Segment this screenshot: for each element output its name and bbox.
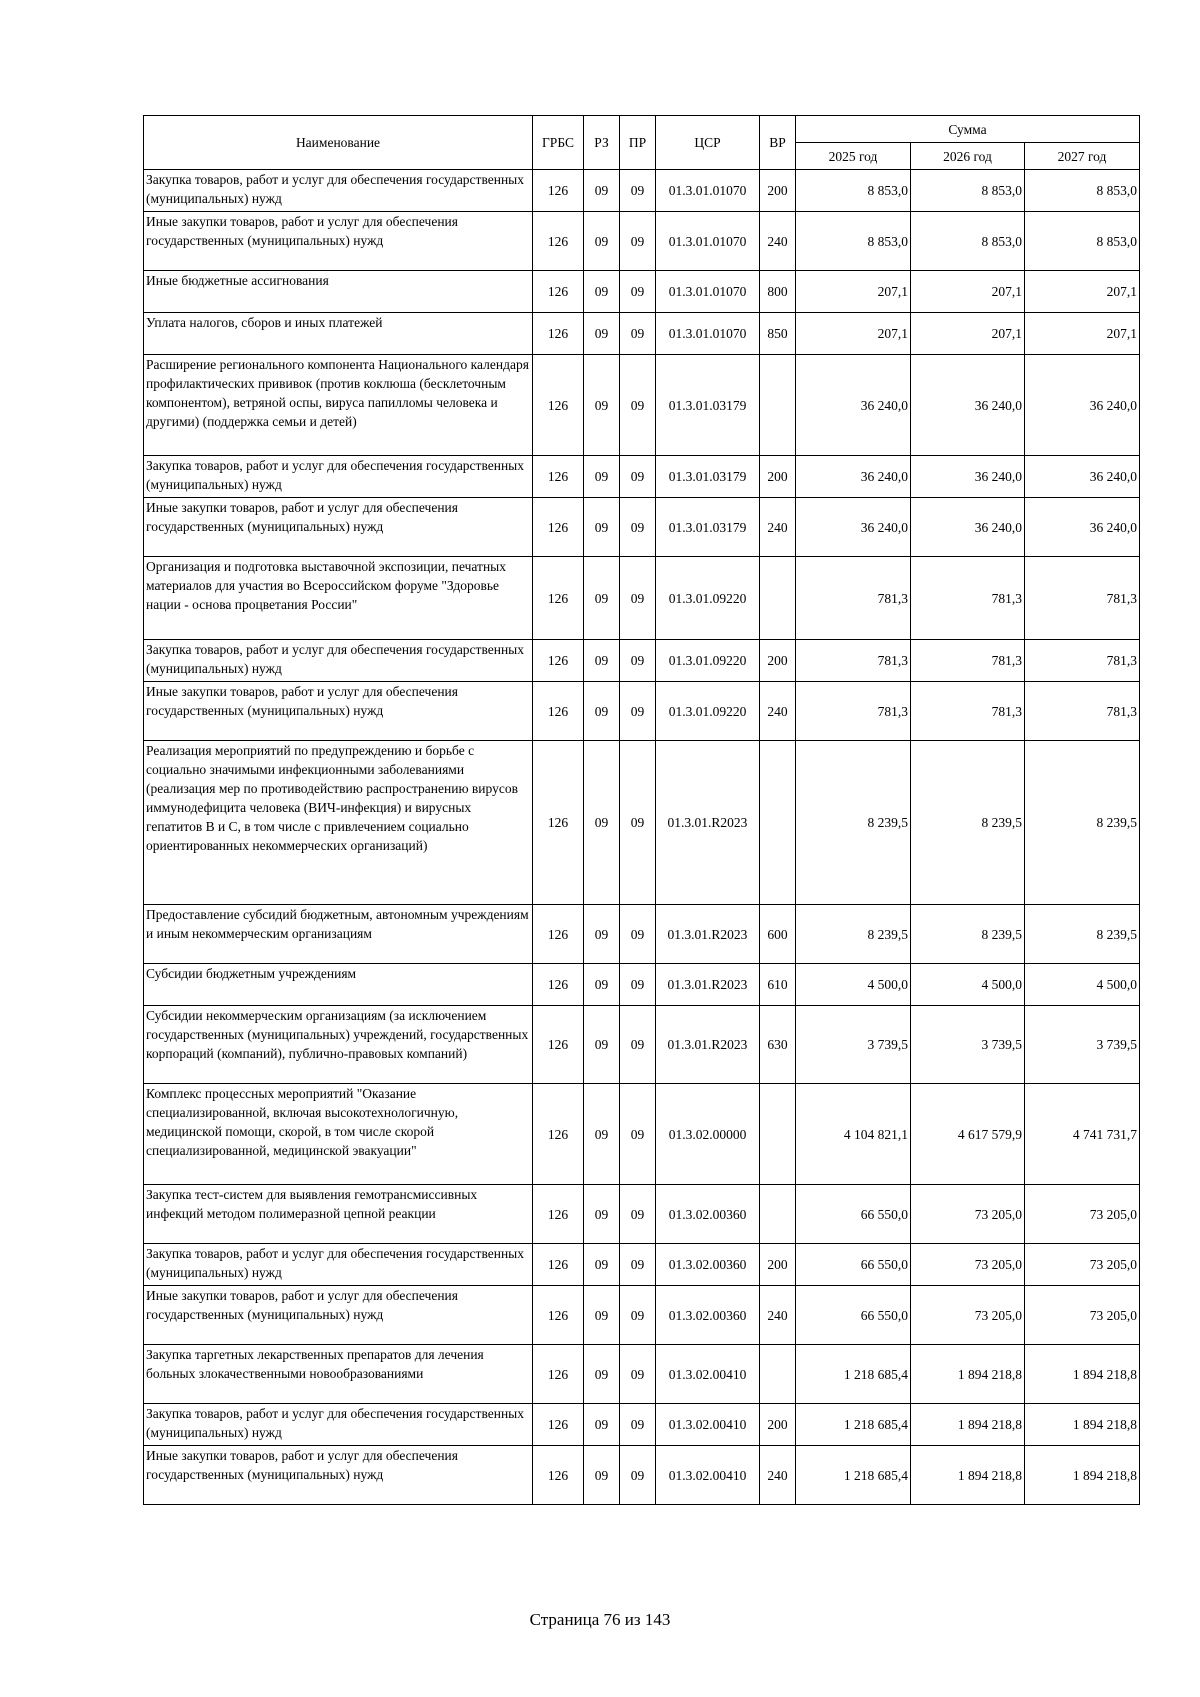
row-sum-2025: 1 218 685,4: [796, 1446, 911, 1505]
row-name: Предоставление субсидий бюджетным, автономным учреждениям и иным некоммерческим организациям: [144, 905, 533, 964]
row-pr: 09: [620, 355, 656, 456]
row-csr: 01.3.02.00410: [656, 1345, 760, 1404]
row-pr: 09: [620, 682, 656, 741]
row-vr: 200: [760, 170, 796, 212]
row-vr: 200: [760, 456, 796, 498]
table-row: [144, 682, 1140, 741]
table-row: [144, 557, 1140, 640]
row-rz: 09: [584, 682, 620, 741]
row-rz: 09: [584, 212, 620, 271]
row-csr: 01.3.01.01070: [656, 212, 760, 271]
row-sum-2026: 36 240,0: [911, 456, 1025, 498]
row-name: Закупка товаров, работ и услуг для обеспечения государственных (муниципальных) нужд: [144, 1244, 533, 1286]
row-pr: 09: [620, 1286, 656, 1345]
row-grbs: 126: [533, 640, 584, 682]
row-csr: 01.3.01.09220: [656, 640, 760, 682]
row-grbs: 126: [533, 1404, 584, 1446]
row-pr: 09: [620, 905, 656, 964]
row-vr: [760, 741, 796, 905]
row-csr: 01.3.01.R2023: [656, 964, 760, 1006]
row-sum-2027: 1 894 218,8: [1025, 1446, 1140, 1505]
row-name: Закупка товаров, работ и услуг для обеспечения государственных (муниципальных) нужд: [144, 1404, 533, 1446]
row-rz: 09: [584, 1404, 620, 1446]
row-grbs: 126: [533, 905, 584, 964]
row-rz: 09: [584, 170, 620, 212]
row-csr: 01.3.01.03179: [656, 456, 760, 498]
row-grbs: 126: [533, 1345, 584, 1404]
row-sum-2027: 781,3: [1025, 682, 1140, 741]
row-grbs: 126: [533, 498, 584, 557]
row-sum-2025: 4 104 821,1: [796, 1084, 911, 1185]
row-sum-2026: 73 205,0: [911, 1244, 1025, 1286]
table-row: [144, 741, 1140, 905]
row-pr: 09: [620, 640, 656, 682]
row-sum-2025: 8 239,5: [796, 741, 911, 905]
row-vr: 610: [760, 964, 796, 1006]
row-csr: 01.3.01.01070: [656, 271, 760, 313]
row-vr: 240: [760, 212, 796, 271]
row-sum-2026: 8 853,0: [911, 170, 1025, 212]
row-sum-2026: 8 239,5: [911, 905, 1025, 964]
row-csr: 01.3.02.00410: [656, 1404, 760, 1446]
row-sum-2026: 1 894 218,8: [911, 1404, 1025, 1446]
row-sum-2025: 8 239,5: [796, 905, 911, 964]
row-sum-2026: 207,1: [911, 313, 1025, 355]
header-name: Наименование: [144, 116, 533, 170]
row-sum-2027: 207,1: [1025, 271, 1140, 313]
row-vr: [760, 355, 796, 456]
row-rz: 09: [584, 1345, 620, 1404]
row-pr: 09: [620, 741, 656, 905]
row-name: Субсидии некоммерческим организациям (за исключением государственных (муниципальных) учреждений, государственных корпораций (компаний), публично-правовых компаний): [144, 1006, 533, 1084]
row-rz: 09: [584, 1244, 620, 1286]
row-vr: 200: [760, 640, 796, 682]
row-rz: 09: [584, 498, 620, 557]
row-sum-2025: 8 853,0: [796, 212, 911, 271]
row-rz: 09: [584, 1006, 620, 1084]
row-sum-2027: 8 239,5: [1025, 741, 1140, 905]
header-grbs: ГРБС: [533, 116, 584, 170]
row-sum-2027: 4 500,0: [1025, 964, 1140, 1006]
row-sum-2025: 8 853,0: [796, 170, 911, 212]
row-vr: 200: [760, 1244, 796, 1286]
row-name: Закупка товаров, работ и услуг для обеспечения государственных (муниципальных) нужд: [144, 640, 533, 682]
table-row: [144, 1286, 1140, 1345]
row-vr: 600: [760, 905, 796, 964]
row-sum-2027: 3 739,5: [1025, 1006, 1140, 1084]
row-csr: 01.3.01.09220: [656, 557, 760, 640]
row-sum-2027: 73 205,0: [1025, 1286, 1140, 1345]
row-vr: [760, 1084, 796, 1185]
row-sum-2026: 781,3: [911, 682, 1025, 741]
row-name: Комплекс процессных мероприятий "Оказание специализированной, включая высокотехнологичную, медицинской помощи, скорой, в том числе скорой специализированной, медицинской эвакуации": [144, 1084, 533, 1185]
table-row: [144, 640, 1140, 682]
row-sum-2025: 36 240,0: [796, 355, 911, 456]
row-sum-2026: 36 240,0: [911, 355, 1025, 456]
row-csr: 01.3.01.R2023: [656, 1006, 760, 1084]
row-pr: 09: [620, 170, 656, 212]
row-pr: 09: [620, 1006, 656, 1084]
row-pr: 09: [620, 1345, 656, 1404]
table-row: [144, 1345, 1140, 1404]
row-sum-2026: 4 617 579,9: [911, 1084, 1025, 1185]
row-name: Реализация мероприятий по предупреждению и борьбе с социально значимыми инфекционными заболеваниями (реализация мер по противодействию распространению вирусов иммунодефицита человека (ВИЧ-инфекция) и вирусных гепатитов В и С, в том числе с привлечением социально ориентированных некоммерческих организаций): [144, 741, 533, 905]
table-row: [144, 1006, 1140, 1084]
table-header: [144, 116, 1140, 170]
table-row: [144, 1185, 1140, 1244]
row-sum-2026: 207,1: [911, 271, 1025, 313]
row-grbs: 126: [533, 1185, 584, 1244]
row-csr: 01.3.01.R2023: [656, 741, 760, 905]
row-sum-2026: 4 500,0: [911, 964, 1025, 1006]
row-grbs: 126: [533, 456, 584, 498]
header-sum: Сумма: [796, 116, 1140, 143]
row-vr: 240: [760, 498, 796, 557]
row-sum-2027: 781,3: [1025, 640, 1140, 682]
row-csr: 01.3.02.00360: [656, 1185, 760, 1244]
budget-table: [143, 115, 1140, 1505]
row-sum-2027: 73 205,0: [1025, 1244, 1140, 1286]
row-sum-2026: 73 205,0: [911, 1286, 1025, 1345]
row-pr: 09: [620, 964, 656, 1006]
row-rz: 09: [584, 313, 620, 355]
row-pr: 09: [620, 1404, 656, 1446]
row-name: Закупка товаров, работ и услуг для обеспечения государственных (муниципальных) нужд: [144, 170, 533, 212]
row-pr: 09: [620, 498, 656, 557]
row-grbs: 126: [533, 170, 584, 212]
table-row: [144, 1446, 1140, 1505]
row-sum-2027: 207,1: [1025, 313, 1140, 355]
row-pr: 09: [620, 313, 656, 355]
row-sum-2026: 1 894 218,8: [911, 1345, 1025, 1404]
row-sum-2025: 3 739,5: [796, 1006, 911, 1084]
header-pr: ПР: [620, 116, 656, 170]
row-rz: 09: [584, 1286, 620, 1345]
row-grbs: 126: [533, 355, 584, 456]
header-2025: 2025 год: [796, 143, 911, 170]
row-sum-2027: 8 853,0: [1025, 212, 1140, 271]
header-rz: РЗ: [584, 116, 620, 170]
row-sum-2025: 4 500,0: [796, 964, 911, 1006]
row-name: Закупка таргетных лекарственных препаратов для лечения больных злокачественными новообразованиями: [144, 1345, 533, 1404]
row-pr: 09: [620, 1244, 656, 1286]
row-rz: 09: [584, 1185, 620, 1244]
table-body: [144, 170, 1140, 1505]
row-sum-2026: 8 853,0: [911, 212, 1025, 271]
row-name: Расширение регионального компонента Национального календаря профилактических прививок (против коклюша (бесклеточным компонентом), ветряной оспы, вируса папилломы человека и другими) (поддержка семьи и детей): [144, 355, 533, 456]
table-row: [144, 498, 1140, 557]
row-name: Иные закупки товаров, работ и услуг для обеспечения государственных (муниципальных) нужд: [144, 498, 533, 557]
row-pr: 09: [620, 456, 656, 498]
row-pr: 09: [620, 212, 656, 271]
row-sum-2026: 1 894 218,8: [911, 1446, 1025, 1505]
table-row: [144, 313, 1140, 355]
row-sum-2026: 781,3: [911, 557, 1025, 640]
row-name: Закупка товаров, работ и услуг для обеспечения государственных (муниципальных) нужд: [144, 456, 533, 498]
row-sum-2026: 781,3: [911, 640, 1025, 682]
table-row: [144, 1404, 1140, 1446]
row-sum-2025: 781,3: [796, 640, 911, 682]
row-rz: 09: [584, 456, 620, 498]
row-sum-2027: 8 853,0: [1025, 170, 1140, 212]
row-rz: 09: [584, 741, 620, 905]
row-vr: [760, 557, 796, 640]
row-grbs: 126: [533, 964, 584, 1006]
row-pr: 09: [620, 1185, 656, 1244]
table-row: [144, 355, 1140, 456]
row-csr: 01.3.02.00360: [656, 1244, 760, 1286]
row-sum-2027: 8 239,5: [1025, 905, 1140, 964]
row-name: Иные закупки товаров, работ и услуг для обеспечения государственных (муниципальных) нужд: [144, 212, 533, 271]
row-sum-2025: 36 240,0: [796, 456, 911, 498]
row-rz: 09: [584, 640, 620, 682]
row-sum-2025: 781,3: [796, 557, 911, 640]
row-csr: 01.3.01.R2023: [656, 905, 760, 964]
row-grbs: 126: [533, 1244, 584, 1286]
row-sum-2027: 1 894 218,8: [1025, 1404, 1140, 1446]
row-pr: 09: [620, 271, 656, 313]
row-rz: 09: [584, 1446, 620, 1505]
row-grbs: 126: [533, 1446, 584, 1505]
row-vr: [760, 1185, 796, 1244]
row-name: Субсидии бюджетным учреждениям: [144, 964, 533, 1006]
row-grbs: 126: [533, 1006, 584, 1084]
row-sum-2026: 73 205,0: [911, 1185, 1025, 1244]
header-2026: 2026 год: [911, 143, 1025, 170]
row-sum-2025: 1 218 685,4: [796, 1404, 911, 1446]
row-sum-2025: 66 550,0: [796, 1244, 911, 1286]
row-rz: 09: [584, 905, 620, 964]
row-rz: 09: [584, 557, 620, 640]
row-name: Закупка тест-систем для выявления гемотрансмиссивных инфекций методом полимеразной цепной реакции: [144, 1185, 533, 1244]
row-name: Организация и подготовка выставочной экспозиции, печатных материалов для участия во Всероссийском форуме "Здоровье нации - основа процветания России": [144, 557, 533, 640]
row-vr: 240: [760, 682, 796, 741]
row-grbs: 126: [533, 1084, 584, 1185]
row-rz: 09: [584, 355, 620, 456]
row-sum-2025: 781,3: [796, 682, 911, 741]
table-row: [144, 905, 1140, 964]
page-number: Страница 76 из 143: [529, 1610, 671, 1629]
header-csr: ЦСР: [656, 116, 760, 170]
row-sum-2027: 1 894 218,8: [1025, 1345, 1140, 1404]
row-sum-2027: 36 240,0: [1025, 456, 1140, 498]
table-row: [144, 1244, 1140, 1286]
row-sum-2025: 36 240,0: [796, 498, 911, 557]
row-pr: 09: [620, 1084, 656, 1185]
row-name: Иные закупки товаров, работ и услуг для обеспечения государственных (муниципальных) нужд: [144, 1446, 533, 1505]
table-row: [144, 1084, 1140, 1185]
table-row: [144, 170, 1140, 212]
row-csr: 01.3.01.03179: [656, 355, 760, 456]
row-pr: 09: [620, 557, 656, 640]
row-grbs: 126: [533, 1286, 584, 1345]
row-sum-2025: 66 550,0: [796, 1185, 911, 1244]
row-grbs: 126: [533, 557, 584, 640]
row-rz: 09: [584, 271, 620, 313]
header-2027: 2027 год: [1025, 143, 1140, 170]
row-sum-2027: 781,3: [1025, 557, 1140, 640]
row-grbs: 126: [533, 682, 584, 741]
row-name: Иные бюджетные ассигнования: [144, 271, 533, 313]
row-csr: 01.3.02.00410: [656, 1446, 760, 1505]
row-sum-2025: 207,1: [796, 313, 911, 355]
header-vr: ВР: [760, 116, 796, 170]
row-pr: 09: [620, 1446, 656, 1505]
row-sum-2025: 1 218 685,4: [796, 1345, 911, 1404]
row-grbs: 126: [533, 741, 584, 905]
row-csr: 01.3.01.09220: [656, 682, 760, 741]
row-vr: 800: [760, 271, 796, 313]
row-sum-2026: 3 739,5: [911, 1006, 1025, 1084]
row-sum-2027: 36 240,0: [1025, 498, 1140, 557]
row-sum-2027: 73 205,0: [1025, 1185, 1140, 1244]
row-sum-2025: 207,1: [796, 271, 911, 313]
table-row: [144, 212, 1140, 271]
row-vr: 200: [760, 1404, 796, 1446]
table-row: [144, 964, 1140, 1006]
row-rz: 09: [584, 964, 620, 1006]
row-csr: 01.3.01.01070: [656, 313, 760, 355]
row-sum-2026: 8 239,5: [911, 741, 1025, 905]
table-row: [144, 456, 1140, 498]
row-sum-2025: 66 550,0: [796, 1286, 911, 1345]
row-csr: 01.3.01.03179: [656, 498, 760, 557]
table-row: [144, 271, 1140, 313]
row-csr: 01.3.02.00000: [656, 1084, 760, 1185]
row-name: Иные закупки товаров, работ и услуг для обеспечения государственных (муниципальных) нужд: [144, 682, 533, 741]
row-sum-2026: 36 240,0: [911, 498, 1025, 557]
row-csr: 01.3.02.00360: [656, 1286, 760, 1345]
row-grbs: 126: [533, 313, 584, 355]
row-vr: 240: [760, 1446, 796, 1505]
row-csr: 01.3.01.01070: [656, 170, 760, 212]
row-vr: 240: [760, 1286, 796, 1345]
row-name: Иные закупки товаров, работ и услуг для обеспечения государственных (муниципальных) нужд: [144, 1286, 533, 1345]
row-vr: 630: [760, 1006, 796, 1084]
row-sum-2027: 36 240,0: [1025, 355, 1140, 456]
row-vr: 850: [760, 313, 796, 355]
row-vr: [760, 1345, 796, 1404]
row-grbs: 126: [533, 212, 584, 271]
row-rz: 09: [584, 1084, 620, 1185]
row-grbs: 126: [533, 271, 584, 313]
row-sum-2027: 4 741 731,7: [1025, 1084, 1140, 1185]
row-name: Уплата налогов, сборов и иных платежей: [144, 313, 533, 355]
